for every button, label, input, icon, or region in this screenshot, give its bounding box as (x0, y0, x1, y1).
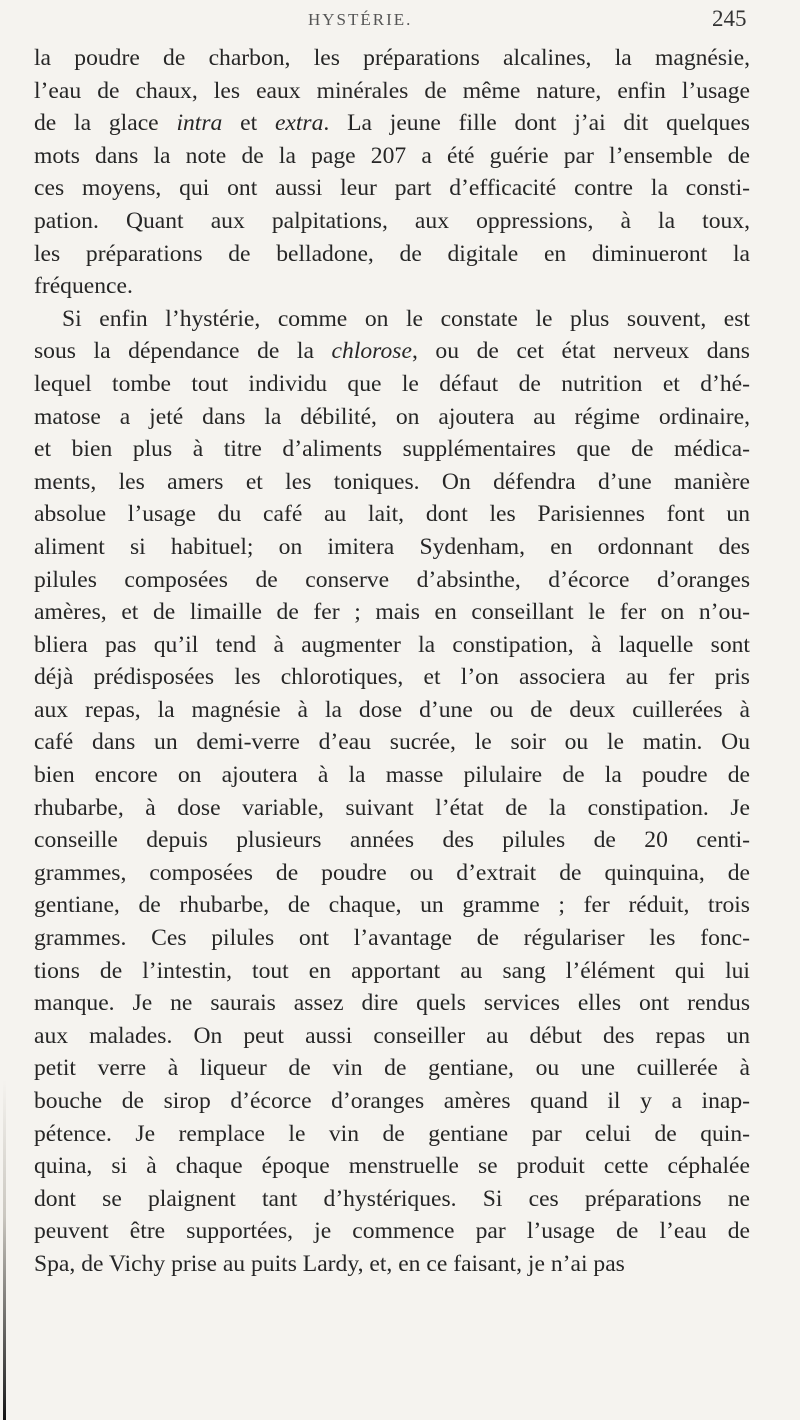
text-line (34, 857, 750, 890)
text-segment: . La jeune fille dont j’ai dit quelques (323, 110, 750, 137)
text-line (34, 694, 750, 727)
text-segment: ces moyens, qui ont aussi leur part d’efficacité contre la consti- (34, 175, 750, 202)
text-segment: Spa, de Vichy prise au puits Lardy, et, en ce faisant, je n’ai pas (34, 1250, 625, 1277)
text-line (34, 1118, 750, 1151)
text-line (34, 629, 750, 662)
text-line (34, 1248, 750, 1281)
italic-text: chlorose (331, 338, 412, 365)
text-segment: café dans un demi-verre d’eau sucrée, le soir ou le matin. Ou (34, 729, 750, 756)
text-segment: la poudre de charbon, les préparations alcalines, la magnésie, (34, 45, 750, 71)
text-segment: bouche de sirop d’écorce d’oranges amères quand il y a inap- (34, 1088, 750, 1114)
text-segment: mots dans la note de la page 207 a été guérie par l’ensemble de (34, 142, 750, 169)
text-segment: grammes, composées de poudre ou d’extrait de quinquina, de (34, 859, 750, 886)
text-line (34, 824, 750, 857)
text-segment: rhubarbe, à dose variable, suivant l’état de la constipation. Je (34, 794, 750, 821)
text-segment: déjà prédisposées les chlorotiques, et l’on associera au fer pris (34, 664, 750, 691)
text-line (34, 238, 750, 271)
text-line (34, 1183, 750, 1216)
text-segment: matose a jeté dans la débilité, on ajoutera au régime ordinaire, (34, 403, 750, 430)
body-text (34, 42, 750, 1281)
text-segment: peuvent être supportées, je commence par l’usage de l’eau de (34, 1218, 750, 1245)
italic-text: intra (176, 110, 223, 137)
text-line (34, 792, 750, 825)
text-line (34, 107, 750, 140)
text-line (34, 661, 750, 694)
text-line (34, 368, 750, 401)
text-segment: tions de l’intestin, tout en apportant au sang l’élément qui lui (34, 957, 750, 984)
text-line (34, 270, 750, 303)
text-segment: quina, si à chaque époque menstruelle se produit cette céphalée (34, 1153, 750, 1180)
text-line (34, 1085, 750, 1118)
text-line (34, 75, 750, 108)
text-segment: grammes. Ces pilules ont l’avantage de régulariser les fonc- (34, 925, 750, 952)
text-line (34, 172, 750, 205)
text-segment: de la glace (34, 110, 177, 137)
text-segment: et bien plus à titre d’aliments supplémentaires que de médica- (34, 436, 750, 463)
text-segment: sous la dépendance de la (34, 338, 332, 365)
text-segment: pation. Quant aux palpitations, aux oppressions, à la toux, (34, 207, 750, 234)
text-segment: dont se plaignent tant d’hystériques. Si ces préparations ne (34, 1185, 750, 1212)
text-segment: pilules composées de conserve d’absinthe, d’écorce d’oranges (34, 566, 750, 593)
text-segment: gentiane, de rhubarbe, de chaque, un gramme ; fer réduit, trois (34, 892, 750, 919)
text-line (34, 531, 750, 564)
text-segment: pétence. Je remplace le vin de gentiane par celui de quin- (34, 1120, 750, 1147)
text-line (34, 335, 750, 368)
text-line (34, 726, 750, 759)
text-segment: lequel tombe tout individu que le défaut de nutrition et d’hé- (34, 370, 750, 397)
text-line (34, 140, 750, 173)
text-segment: fréquence. (34, 273, 133, 300)
text-line (34, 1020, 750, 1053)
page-header (0, 4, 800, 42)
text-line (34, 466, 750, 499)
text-segment: bien encore on ajoutera à la masse pilulaire de la poudre de (34, 762, 750, 789)
text-segment: aux repas, la magnésie à la dose d’une ou de deux cuillerées à (34, 696, 750, 723)
text-line (34, 1150, 750, 1183)
text-segment: Si enfin l’hystérie, comme on le constate le plus souvent, est (62, 305, 750, 332)
text-segment: ments, les amers et les toniques. On défendra d’une manière (34, 468, 750, 495)
text-line (34, 987, 750, 1020)
text-line (34, 759, 750, 792)
italic-text: extra (274, 110, 324, 137)
text-line (34, 596, 750, 629)
text-line (34, 889, 750, 922)
text-segment: amères, et de limaille de fer ; mais en conseillant le fer on n’ou- (34, 599, 750, 626)
text-segment: manque. Je ne saurais assez dire quels services elles ont rendus (34, 990, 750, 1017)
text-line (34, 401, 750, 434)
text-line (34, 1052, 750, 1085)
text-segment: et (222, 110, 275, 137)
text-segment: aux malades. On peut aussi conseiller au début des repas un (34, 1022, 750, 1049)
text-line (34, 303, 750, 336)
text-segment: l’eau de chaux, les eaux minérales de même nature, enfin l’usage (34, 77, 750, 104)
text-line (34, 1215, 750, 1248)
running-head: HYSTÉRIE. (308, 10, 413, 29)
text-segment: les préparations de belladone, de digitale en diminueront la (34, 240, 750, 267)
text-segment: absolue l’usage du café au lait, dont les Parisiennes font un (34, 501, 750, 528)
text-line (34, 922, 750, 955)
text-line (34, 498, 750, 531)
text-segment: conseille depuis plusieurs années des pilules de 20 centi- (34, 827, 750, 854)
text-segment: petit verre à liqueur de vin de gentiane, ou une cuillerée à (34, 1055, 750, 1082)
text-line (34, 42, 750, 75)
text-segment: , ou de cet état nerveux dans (411, 338, 750, 365)
text-line (34, 564, 750, 597)
page-edge-shadow (3, 1080, 6, 1420)
text-line (34, 955, 750, 988)
text-line (34, 205, 750, 238)
text-segment: bliera pas qu’il tend à augmenter la constipation, à laquelle sont (34, 631, 750, 658)
page-number: 245 (712, 6, 747, 31)
text-line (34, 433, 750, 466)
text-segment: aliment si habituel; on imitera Sydenham, en ordonnant des (34, 533, 750, 560)
